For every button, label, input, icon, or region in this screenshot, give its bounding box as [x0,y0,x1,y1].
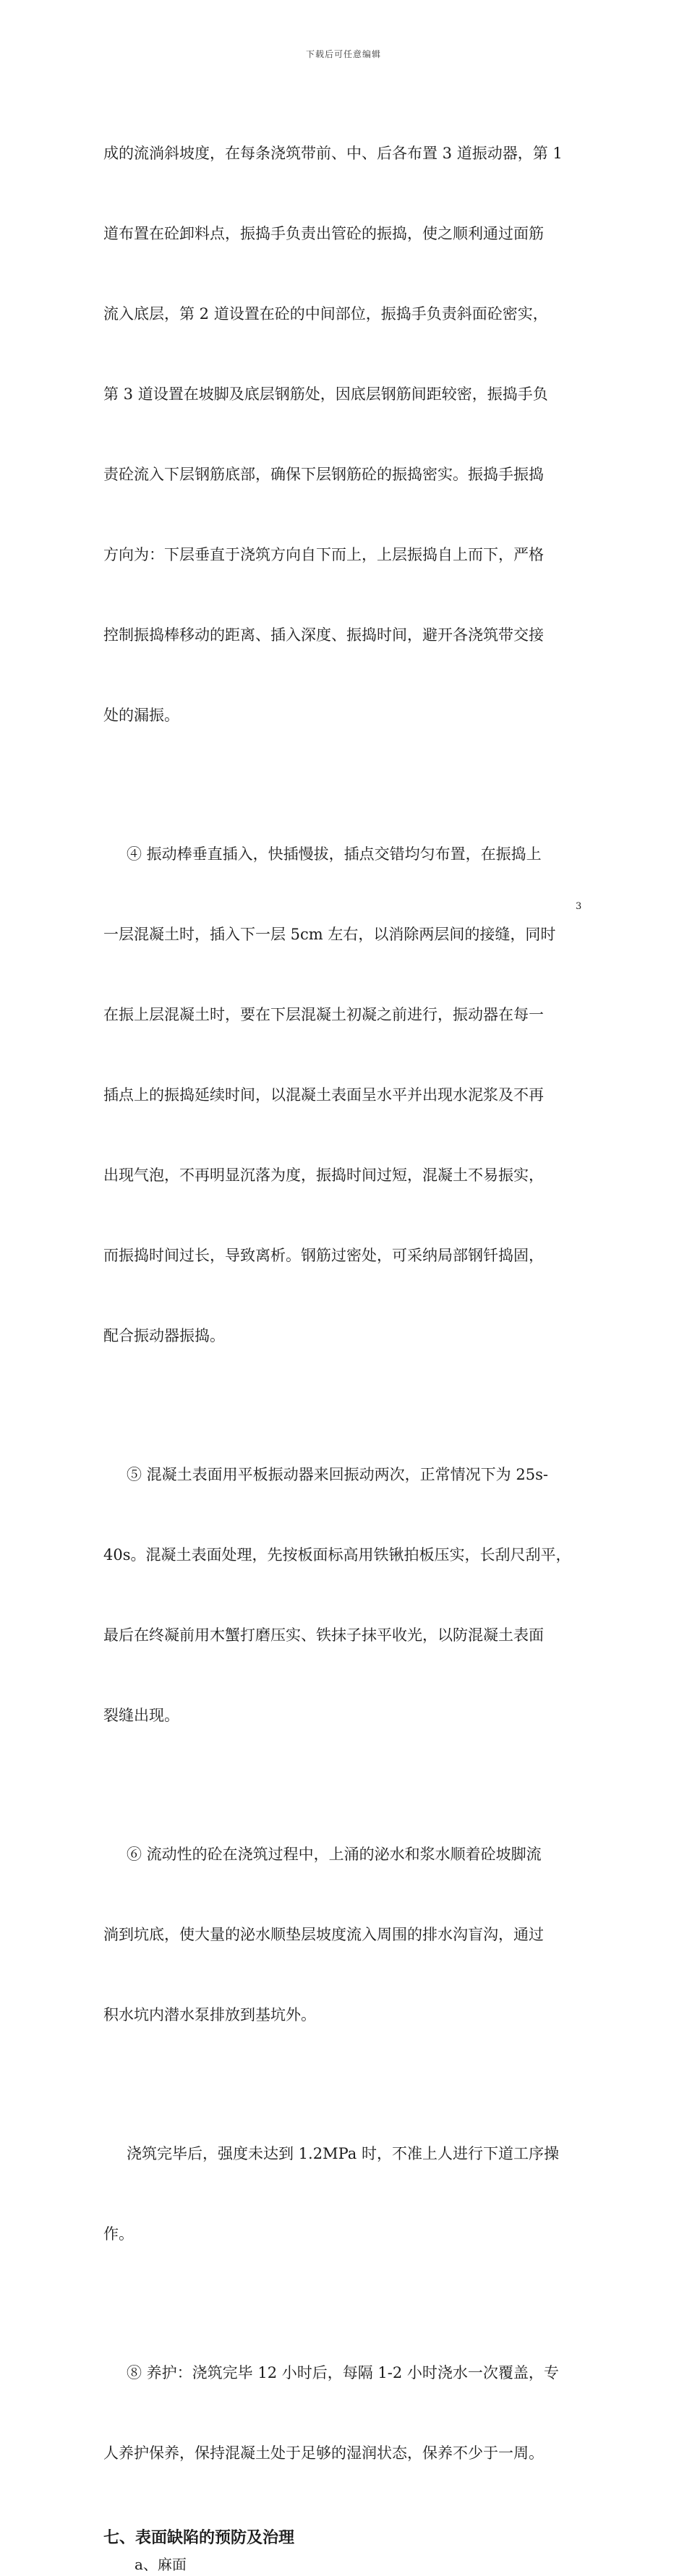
text-line: ④ 振动棒垂直插入，快插慢拔，插点交错均匀布置，在振捣上 [127,845,542,863]
text-line: ⑥ 流动性的砼在浇筑过程中，上涌的泌水和浆水顺着砼坡脚流 [127,1846,542,1863]
text-line: 而振捣时间过长，导致离析。钢筋过密处，可采纳局部钢钎捣固， [103,1247,544,1264]
paragraph-item-5 [103,1408,589,1783]
text-line: 责砼流入下层钢筋底部，确保下层钢筋砼的振捣密实。振捣手振捣 [103,466,544,483]
text-line: 40s。混凝土表面处理，先按板面标高用铁锹拍板压实，长刮尺刮平， [103,1546,571,1564]
text-line: 流入底层，第 2 道设置在砼的中间部位，振捣手负责斜面砼密实， [103,305,548,323]
sub-heading: a、麻面 [135,2556,187,2573]
text-line: 淌到坑底，使大量的泌水顺垫层坡度流入周围的排水沟盲沟，通过 [103,1926,544,1943]
text-line: ⑤ 混凝土表面用平板振动器来回振动两次，正常情况下为 25s- [127,1466,548,1483]
paragraph-vibration-layout [103,87,589,782]
header-note: 下载后可任意编辑 [305,49,381,59]
text-line: 裂缝出现。 [103,1707,179,1724]
text-line: 成的流淌斜坡度，在每条浇筑带前、中、后各布置 3 道振动器，第 1 [103,145,563,162]
text-line: ⑧ 养护：浇筑完毕 12 小时后，每隔 1-2 小时浇水一次覆盖，专 [127,2364,559,2381]
text-line: 人养护保养，保持混凝土处于足够的湿润状态，保养不少于一周。 [103,2444,544,2462]
paragraph-item-4 [103,788,589,1403]
text-line: 积水坑内潜水泵排放到基坑外。 [103,2006,316,2023]
text-line: 最后在终凝前用木蟹打磨压实、铁抹子抹平收光，以防混凝土表面 [103,1626,544,1644]
text-line: 出现气泡，不再明显沉落为度，振捣时间过短，混凝土不易振实， [103,1167,544,1184]
text-line: 作。 [103,2225,134,2243]
paragraph-strength-requirement [103,2087,589,2301]
page-number: 3 [576,901,582,912]
text-line: 在振上层混凝土时，要在下层混凝土初凝之前进行，振动器在每一 [103,1006,544,1023]
text-line: 处的漏振。 [103,707,179,724]
paragraph-item-6 [103,1788,589,2082]
document-body [103,87,589,2576]
text-line: 控制振捣棒移动的距离、插入深度、振捣时间，避开各浇筑带交接 [103,626,544,644]
text-line: 方向为：下层垂直于浇筑方向自下而上，上层振捣自上而下，严格 [103,546,544,563]
text-line: 浇筑完毕后，强度未达到 1.2MPa 时，不准上人进行下道工序操 [127,2145,559,2162]
text-line: 第 3 道设置在坡脚及底层钢筋处，因底层钢筋间距较密，振捣手负 [103,385,548,403]
text-line: 一层混凝土时，插入下一层 5cm 左右，以消除两层间的接缝，同时 [103,926,556,943]
text-line: 插点上的振捣延续时间，以混凝土表面呈水平并出现水泥浆及不再 [103,1086,544,1104]
text-line: 配合振动器振捣。 [103,1327,225,1344]
paragraph-item-8-curing [103,2306,589,2520]
text-line: 道布置在砼卸料点，振捣手负责出管砼的振捣，使之顺利通过面筋 [103,225,544,242]
section-heading: 七、表面缺陷的预防及治理 [103,2529,295,2547]
